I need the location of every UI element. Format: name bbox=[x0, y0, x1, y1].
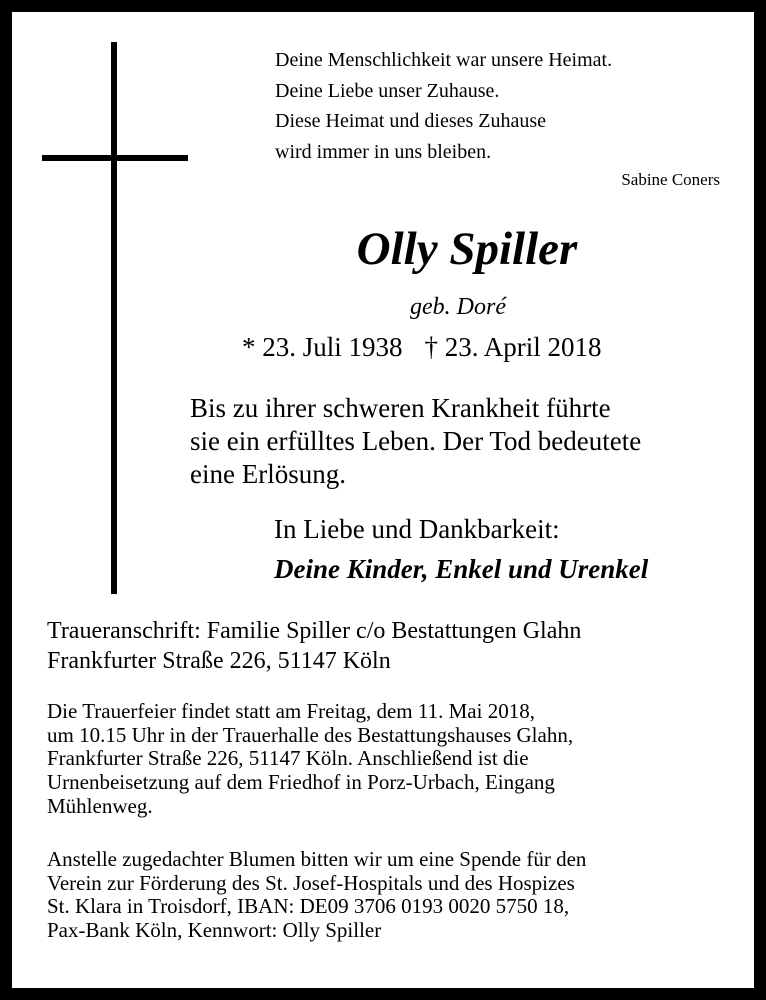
donation-line: Verein zur Förderung des St. Josef-Hospitals und des Hospizes bbox=[47, 870, 575, 895]
poem-line: Deine Liebe unser Zuhause. bbox=[275, 79, 500, 102]
ceremony-info bbox=[47, 700, 719, 819]
message-line: sie ein erfülltes Leben. Der Tod bedeutete bbox=[190, 426, 642, 456]
address-line: Traueranschrift: Familie Spiller c/o Bestattungen Glahn bbox=[47, 618, 582, 644]
ceremony-line: Urnenbeisetzung auf dem Friedhof in Porz-Urbach, Eingang bbox=[47, 770, 555, 795]
obituary-page bbox=[12, 12, 754, 988]
poem bbox=[275, 45, 612, 167]
ceremony-line: Frankfurter Straße 226, 51147 Köln. Anschließend ist die bbox=[47, 746, 529, 771]
message-line: Bis zu ihrer schweren Krankheit führte bbox=[190, 393, 611, 423]
memorial-message bbox=[190, 392, 724, 491]
ceremony-line: um 10.15 Uhr in der Trauerhalle des Bestattungshauses Glahn, bbox=[47, 722, 574, 747]
donation-info bbox=[47, 848, 719, 943]
poem-author: Sabine Coners bbox=[621, 170, 720, 189]
message-line: eine Erlösung. bbox=[190, 459, 346, 489]
poem-line: Diese Heimat und dieses Zuhause bbox=[275, 110, 547, 132]
poem-line: Deine Menschlichkeit war unsere Heimat. bbox=[275, 49, 613, 71]
donation-line: Pax-Bank Köln, Kennwort: Olly Spiller bbox=[47, 918, 382, 943]
life-dates bbox=[242, 332, 602, 363]
mourning-address bbox=[47, 616, 581, 676]
deceased-name: Olly Spiller bbox=[356, 223, 578, 275]
address-line: Frankfurter Straße 226, 51147 Köln bbox=[47, 648, 391, 674]
ceremony-line: Die Trauerfeier findet statt am Freitag, dem 11. Mai 2018, bbox=[47, 699, 535, 723]
thanks-intro: In Liebe und Dankbarkeit: bbox=[274, 514, 560, 544]
birth-date: * 23. Juli 1938 bbox=[242, 332, 403, 362]
maiden-name: geb. Doré bbox=[410, 294, 506, 320]
death-date: † 23. April 2018 bbox=[424, 332, 602, 362]
donation-line: Anstelle zugedachter Blumen bitten wir um eine Spende für den bbox=[47, 847, 587, 871]
donation-line: St. Klara in Troisdorf, IBAN: DE09 3706 0193 0020 5750 18, bbox=[47, 894, 570, 919]
cross-horizontal-bar bbox=[42, 155, 188, 161]
ceremony-line: Mühlenweg. bbox=[47, 793, 153, 818]
poem-line: wird immer in uns bleiben. bbox=[275, 140, 492, 163]
thanks-signers: Deine Kinder, Enkel und Urenkel bbox=[274, 554, 649, 584]
